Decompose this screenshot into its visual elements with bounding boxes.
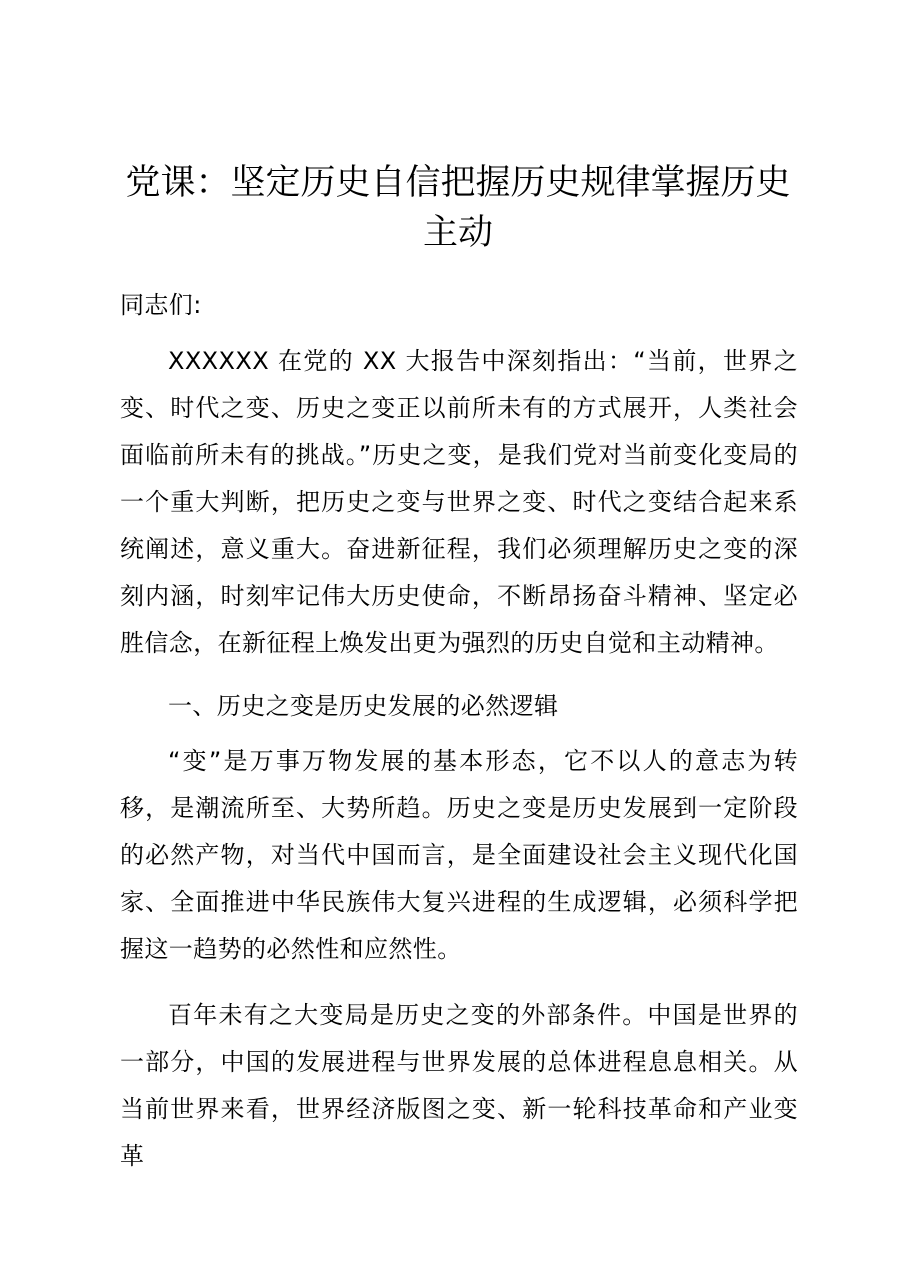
paragraph-world-change: 百年未有之大变局是历史之变的外部条件。中国是世界的一部分，中国的发展进程与世界发展的总体进程息息相关。从当前世界来看，世界经济版图之变、新一轮科技革命和产业变革 [120, 1001, 798, 1170]
paragraph-change: “变”是万事万物发展的基本形态，它不以人的意志为转移，是潮流所至、大势所趋。历史之变是历史发展到一定阶段的必然产物，对当代中国而言，是全面建设社会主义现代化国家、全面推进中华民族伟大复兴进程的生成逻辑，必须科学把握这一趋势的必然性和应然性。 [120, 747, 798, 963]
section-heading-1: 一、历史之变是历史发展的必然逻辑 [168, 692, 559, 720]
paragraph-intro: XXXXXX 在党的 XX 大报告中深刻指出：“当前，世界之变、时代之变、历史之变正以前所未有的方式展开，人类社会面临前所未有的挑战。”历史之变，是我们党对当前变化变局的一个重大判断，把历史之变与世界之变、时代之变结合起来系统阐述，意义重大。奋进新征程，我们必须理解历史之变的深刻内涵，时刻牢记伟大历史使命，不断昂扬奋斗精神、坚定必胜信念，在新征程上焕发出更为强烈的历史自觉和主动精神。 [120, 347, 798, 657]
salutation: 同志们: [120, 291, 202, 319]
document-title: 党课：坚定历史自信把握历史规律掌握历史主动 [125, 163, 791, 253]
